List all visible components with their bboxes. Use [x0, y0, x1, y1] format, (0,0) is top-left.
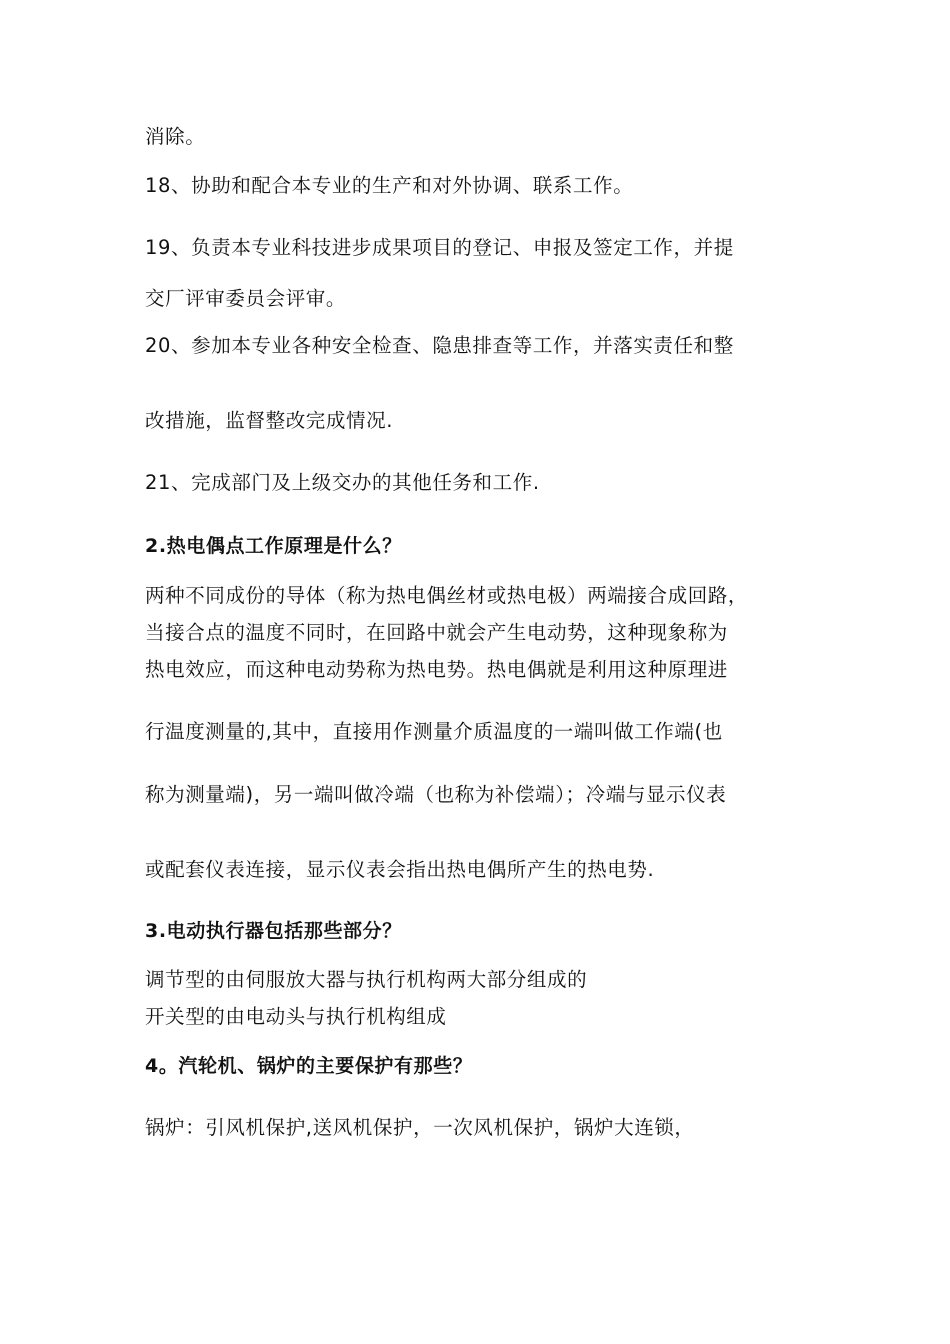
- paragraph-line: 称为测量端)，另一端叫做冷端（也称为补偿端）；冷端与显示仪表: [145, 783, 727, 806]
- paragraph-line: 当接合点的温度不同时，在回路中就会产生电动势，这种现象称为: [145, 621, 728, 644]
- section-heading-4: 4。汽轮机、锅炉的主要保护有那些？: [145, 1055, 473, 1077]
- list-item-21: 21、完成部门及上级交办的其他任务和工作.: [145, 471, 540, 494]
- paragraph-line: 热电效应，而这种电动势称为热电势。热电偶就是利用这种原理进: [145, 658, 728, 681]
- list-item-20: 20、参加本专业各种安全检查、隐患排查等工作，并落实责任和整: [145, 334, 734, 357]
- list-item-19: 19、负责本专业科技进步成果项目的登记、申报及签定工作，并提: [145, 236, 734, 259]
- paragraph-line: 或配套仪表连接，显示仪表会指出热电偶所产生的热电势.: [145, 858, 655, 881]
- paragraph-line: 开关型的由电动头与执行机构组成: [145, 1005, 447, 1028]
- paragraph-line: 两种不同成份的导体（称为热电偶丝材或热电极）两端接合成回路，: [145, 584, 749, 607]
- section-heading-3: 3.电动执行器包括那些部分？: [145, 920, 402, 942]
- text-line: 消除。: [145, 125, 206, 148]
- section-heading-2: 2.热电偶点工作原理是什么？: [145, 535, 402, 557]
- paragraph-line: 行温度测量的,其中，直接用作测量介质温度的一端叫做工作端(也: [145, 720, 723, 743]
- paragraph-line: 调节型的由伺服放大器与执行机构两大部分组成的: [145, 968, 588, 991]
- paragraph-line: 锅炉：引风机保护,送风机保护，一次风机保护，锅炉大连锁，: [145, 1116, 695, 1139]
- text-line: 交厂评审委员会评审。: [145, 287, 347, 310]
- list-item-18: 18、协助和配合本专业的生产和对外协调、联系工作。: [145, 174, 634, 197]
- text-line: 改措施，监督整改完成情况.: [145, 409, 393, 432]
